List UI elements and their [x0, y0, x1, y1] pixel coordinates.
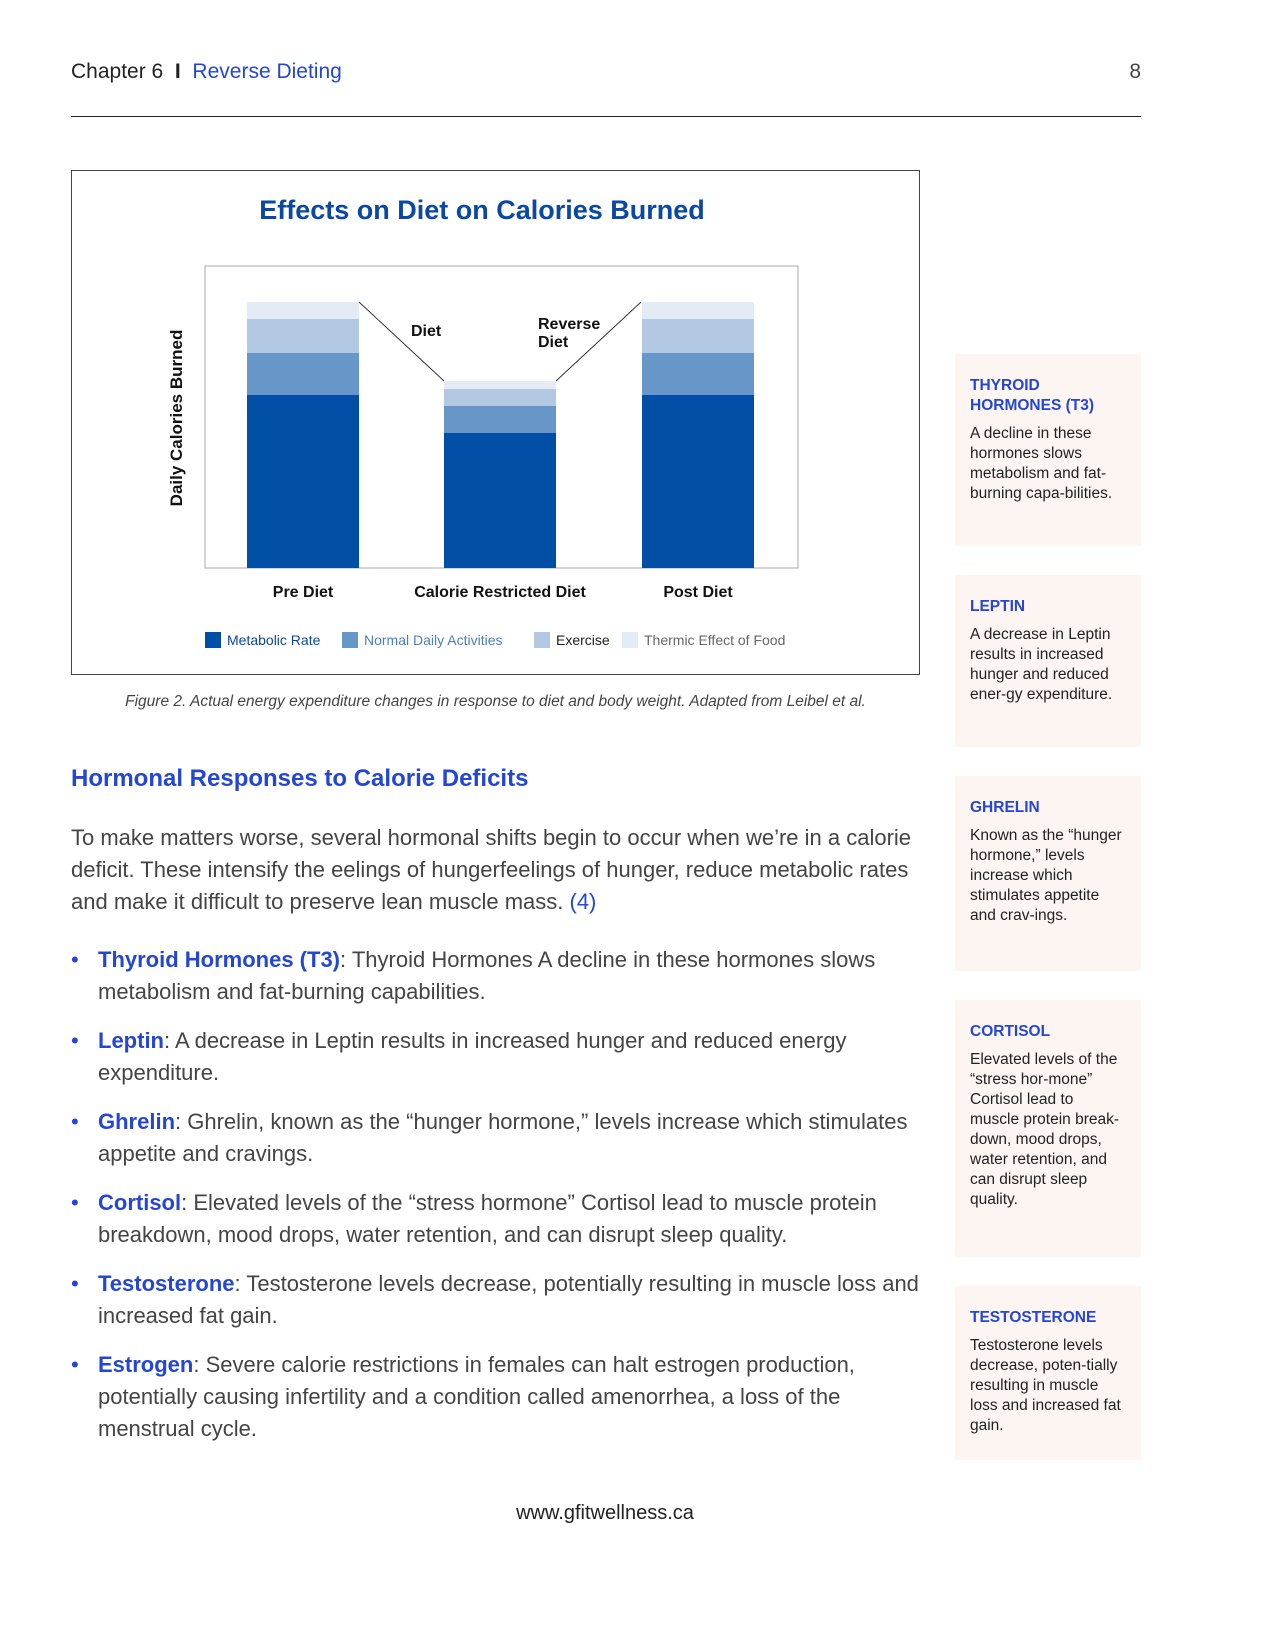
- hormone-list-item: [71, 944, 921, 1008]
- hormone-list-item: [71, 1025, 921, 1089]
- bar-segment-thermic-effect-of-food: [444, 381, 556, 389]
- sidebar-card-text: Known as the “hunger hormone,” levels increase which stimulates appetite and crav-ings.: [970, 827, 1122, 924]
- hormone-term: Thyroid Hormones (T3): [98, 947, 341, 972]
- sidebar-card: [955, 776, 1141, 971]
- hormone-term: Cortisol: [98, 1190, 182, 1215]
- header-divider: [71, 116, 1141, 117]
- sidebar-card: [955, 575, 1141, 747]
- hormone-description: : Thyroid Hormones A decline in these hormones slows metabolism and fat-burning capabilities.: [98, 947, 876, 1004]
- hormone-list-item: [71, 1187, 921, 1251]
- y-axis-label: Daily Calories Burned: [167, 329, 186, 507]
- sidebar-card-text: A decrease in Leptin results in increased hunger and reduced ener-gy expenditure.: [970, 626, 1113, 703]
- legend-label: Thermic Effect of Food: [644, 632, 786, 648]
- legend-swatch: [622, 632, 638, 648]
- legend-label: Normal Daily Activities: [364, 632, 503, 648]
- bar-segment-thermic-effect-of-food: [642, 302, 754, 319]
- x-tick-label: Calorie Restricted Diet: [414, 584, 586, 601]
- sidebar-card: [955, 1286, 1141, 1460]
- legend-swatch: [205, 632, 221, 648]
- bar-segment-metabolic-rate: [247, 395, 359, 568]
- bar-segment-normal-daily-activities: [247, 353, 359, 395]
- legend-swatch: [534, 632, 550, 648]
- citation-link[interactable]: (4): [569, 889, 597, 914]
- hormone-description: : Elevated levels of the “stress hormone” Cortisol lead to muscle protein breakdown, mood drops, water retention, and can disrupt sleep quality.: [98, 1190, 877, 1247]
- footer-url: www.gfitwellness.ca: [516, 1502, 694, 1524]
- legend-swatch: [342, 632, 358, 648]
- sidebar-card-title: CORTISOL: [970, 1023, 1051, 1040]
- annotation-diet: Diet: [411, 323, 442, 340]
- hormone-list-item: [71, 1268, 921, 1332]
- sidebar-card-title: GHRELIN: [970, 799, 1040, 816]
- separator: I: [174, 60, 181, 83]
- chapter-header: [71, 60, 342, 84]
- bar-segment-thermic-effect-of-food: [247, 302, 359, 319]
- sidebar-card-title: LEPTIN: [970, 598, 1026, 615]
- hormone-description: : Testosterone levels decrease, potentially resulting in muscle loss and increased fat gain.: [98, 1271, 919, 1328]
- hormone-description: : A decrease in Leptin results in increased hunger and reduced energy expenditure.: [98, 1028, 847, 1085]
- chart-title: Effects on Diet on Calories Burned: [259, 195, 705, 225]
- sidebar-card-text: A decline in these hormones slows metabolism and fat-burning capa-bilities.: [970, 425, 1113, 502]
- bar-segment-exercise: [247, 319, 359, 353]
- diet-arrow-line: [359, 302, 444, 381]
- hormone-list: [71, 944, 921, 1462]
- intro-paragraph: [71, 822, 921, 918]
- legend-label: Exercise: [556, 632, 610, 648]
- figure-caption: Figure 2. Actual energy expenditure changes in response to diet and body weight. Adapted from Leibel et al.: [125, 693, 866, 710]
- sidebar-card-title: TESTOSTERONE: [970, 1309, 1097, 1326]
- sidebar-card-text: Testosterone levels decrease, poten-tially resulting in muscle loss and increased fat gain.: [970, 1337, 1121, 1434]
- stacked-bar-chart: [72, 171, 919, 674]
- hormone-list-item: [71, 1106, 921, 1170]
- page-number: 8: [1129, 60, 1141, 83]
- sidebar-card-title: THYROID HORMONES (T3): [970, 377, 1094, 414]
- bar-segment-metabolic-rate: [444, 433, 556, 568]
- hormone-list-item: [71, 1349, 921, 1445]
- sidebar-card: [955, 354, 1141, 546]
- section-heading: Hormonal Responses to Calorie Deficits: [71, 765, 529, 792]
- intro-text: To make matters worse, several hormonal shifts begin to occur when we’re in a calorie deficit. These intensify the eelings of hungerfeelings of hunger, reduce metabolic rates and make it difficult to preserve lean muscle mass.: [71, 825, 912, 914]
- bar-segment-normal-daily-activities: [444, 406, 556, 433]
- hormone-term: Leptin: [98, 1028, 164, 1053]
- x-tick-label: Post Diet: [663, 584, 733, 601]
- hormone-term: Estrogen: [98, 1352, 194, 1377]
- sidebar-card: [955, 1000, 1141, 1257]
- sidebar-card-text: Elevated levels of the “stress hor-mone” Cortisol lead to muscle protein break-down, mood drops, water retention, and can disrupt sleep quality.: [970, 1051, 1120, 1208]
- chapter-number: Chapter 6: [71, 60, 164, 83]
- bar-segment-exercise: [642, 319, 754, 353]
- hormone-term: Testosterone: [98, 1271, 235, 1296]
- legend-label: Metabolic Rate: [227, 632, 321, 648]
- bar-segment-metabolic-rate: [642, 395, 754, 568]
- bar-segment-normal-daily-activities: [642, 353, 754, 395]
- hormone-description: : Ghrelin, known as the “hunger hormone,” levels increase which stimulates appetite and cravings.: [98, 1109, 908, 1166]
- reverse-diet-arrow-line: [556, 302, 641, 381]
- hormone-description: : Severe calorie restrictions in females can halt estrogen production, potentially causing infertility and a condition called amenorrhea, a loss of the menstrual cycle.: [98, 1352, 855, 1441]
- bar-segment-exercise: [444, 389, 556, 406]
- hormone-term: Ghrelin: [98, 1109, 176, 1134]
- chart-frame: [71, 170, 920, 675]
- chapter-title: Reverse Dieting: [192, 60, 342, 83]
- annotation-reverse-diet: Reverse Diet: [538, 316, 601, 351]
- x-tick-label: Pre Diet: [272, 584, 334, 601]
